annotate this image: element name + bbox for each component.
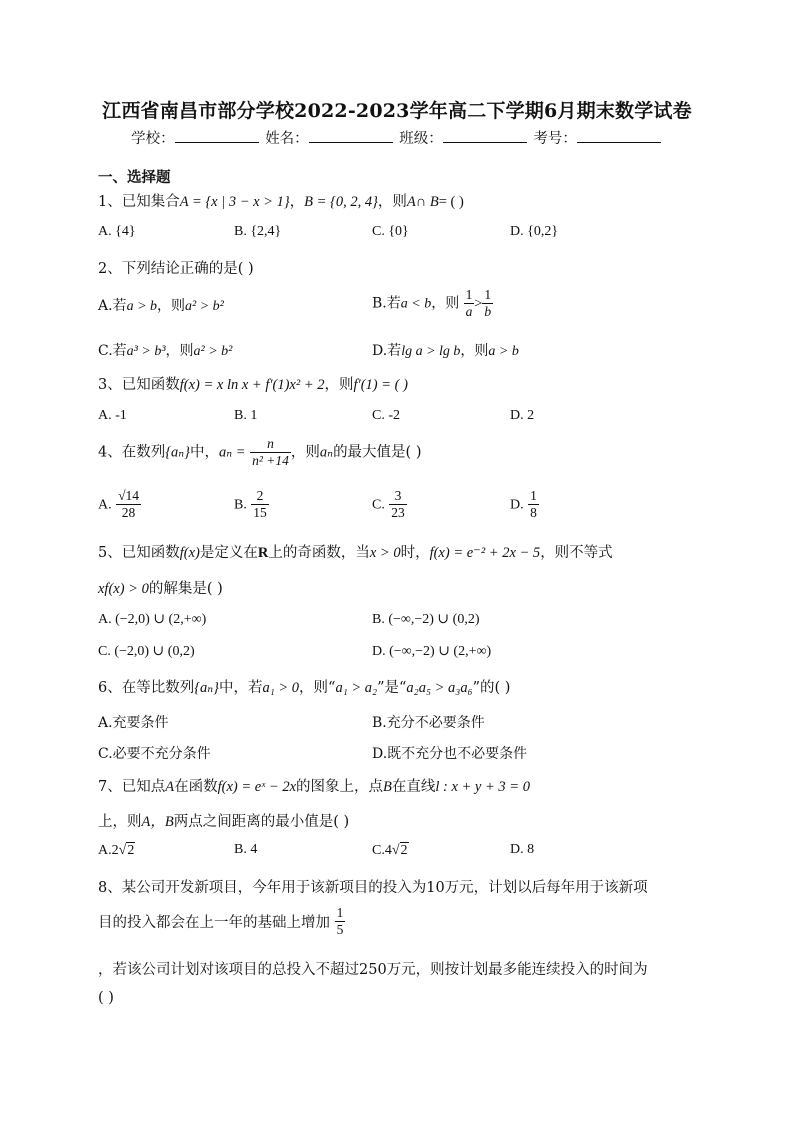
q3-option-d[interactable]: D. 2 <box>510 408 535 423</box>
q1-option-a[interactable]: A. {4} <box>98 224 136 239</box>
question-8-line-2: 目的投入都会在上一年的基础上增加 $\frac{1}{5}$ <box>98 905 344 937</box>
q3-option-a[interactable]: A. -1 <box>98 408 127 423</box>
q6-option-b[interactable]: B.充分不必要条件 <box>372 715 485 731</box>
section-heading: 一、选择题 <box>98 169 171 186</box>
fraction-1-over-a: $\frac{1}{a}$ <box>465 287 473 319</box>
q5-option-c[interactable]: C. (−2,0) ∪ (0,2) <box>98 644 195 659</box>
function-f: f(x) = x ln x + f′(1)x² + 2 <box>179 377 325 393</box>
student-info-line <box>0 127 794 148</box>
q4-option-b[interactable]: B. $\frac{2}{15}$ <box>234 488 267 520</box>
question-3-stem: 3、已知函数f(x) = x ln x + f′(1)x² + 2，则f′(1) = ( ) <box>98 377 408 393</box>
q5-option-b[interactable]: B. (−∞,−2) ∪ (0,2) <box>372 612 480 627</box>
q6-option-d[interactable]: D.既不充分也不必要条件 <box>372 746 528 762</box>
q5-option-a[interactable]: A. (−2,0) ∪ (2,+∞) <box>98 612 207 627</box>
school-blank[interactable] <box>175 130 259 143</box>
q1-option-b[interactable]: B. {2,4} <box>234 224 282 239</box>
exam-number-label: 考号： <box>533 131 577 147</box>
question-1-stem: 1、已知集合A = {x | 3 − x > 1}，B = {0, 2, 4}，则A∩ B= ( ) <box>98 194 464 210</box>
q7-option-b[interactable]: B. 4 <box>234 842 258 857</box>
name-blank[interactable] <box>309 130 393 143</box>
q4-option-a[interactable]: A. $\frac{√14}{28}$ <box>98 488 139 520</box>
question-5-stem-line-2: xf(x) > 0的解集是( ) <box>98 581 223 597</box>
q3-option-b[interactable]: B. 1 <box>234 408 258 423</box>
q4-option-c[interactable]: C. $\frac{3}{23}$ <box>372 488 405 520</box>
q4-option-d[interactable]: D. $\frac{1}{8}$ <box>510 488 537 520</box>
set-a: A = {x | 3 − x > 1} <box>179 194 290 210</box>
fraction-one-fifth: $\frac{1}{5}$ <box>336 905 344 937</box>
q7-option-d[interactable]: D. 8 <box>510 842 535 857</box>
q7-option-c[interactable]: C.4√2 <box>372 843 408 858</box>
an-fraction: $\frac{n}{\text{n² +14}}$ <box>252 436 289 468</box>
q3-option-c[interactable]: C. -2 <box>372 408 400 423</box>
question-5-stem-line-1: 5、已知函数f(x)是定义在R上的奇函数，当x > 0时，f(x) = e⁻² + 2x − 5，则不等式 <box>98 545 613 561</box>
exam-title: 江西省南昌市部分学校2022-2023学年高二下学期6月期末数学试卷 <box>102 100 692 122</box>
q2-option-b[interactable]: B.若a < b，则 $\frac{1}{a}$ > $\frac{1}{b}$ <box>372 287 492 319</box>
q5-option-d[interactable]: D. (−∞,−2) ∪ (2,+∞) <box>372 644 492 659</box>
question-2-stem: 2、下列结论正确的是( ) <box>98 261 254 277</box>
school-label: 学校： <box>131 131 175 147</box>
exam-number-blank[interactable] <box>577 130 661 143</box>
set-b: B = {0, 2, 4} <box>304 194 378 210</box>
question-4-stem: 4、在数列{aₙ}中，aₙ = $\frac{n}{\text{n² +14}}$ ，则aₙ的最大值是( ) <box>98 436 422 468</box>
intersection-expr: A∩ B <box>406 194 439 210</box>
class-blank[interactable] <box>443 130 527 143</box>
question-8-line-4: ( ) <box>98 990 114 1006</box>
q6-option-a[interactable]: A.充要条件 <box>98 715 169 731</box>
q1-option-d[interactable]: D. {0,2} <box>510 224 559 239</box>
class-label: 班级： <box>399 131 443 147</box>
question-6-stem: 6、在等比数列{aₙ}中，若a₁ > 0，则“a₁ > a₂”是“a₂a₅ > a₃a₆”的( ) <box>98 680 511 696</box>
q2-option-d[interactable]: D.若lg a > lg b，则a > b <box>372 343 519 359</box>
q1-option-c[interactable]: C. {0} <box>372 224 409 239</box>
fraction-1-over-b: $\frac{1}{b}$ <box>484 287 492 319</box>
q7-option-a[interactable]: A.2√2 <box>98 843 135 858</box>
question-7-stem-line-2: 上，则A，B两点之间距离的最小值是( ) <box>98 814 350 830</box>
q6-option-c[interactable]: C.必要不充分条件 <box>98 746 211 762</box>
question-7-stem-line-1: 7、已知点A在函数f(x) = eˣ − 2x的图象上，点B在直线l : x + y + 3 = 0 <box>98 779 530 795</box>
question-8-line-1: 8、某公司开发新项目，今年用于该新项目的投入为10万元，计划以后每年用于该新项 <box>98 880 648 896</box>
q2-option-c[interactable]: C.若a³ > b³，则a² > b² <box>98 343 233 359</box>
q2-option-a[interactable]: A.若a > b，则a² > b² <box>98 298 224 314</box>
question-8-line-3: ，若该公司计划对该项目的总投入不超过250万元，则按计划最多能连续投入的时间为 <box>98 962 648 978</box>
name-label: 姓名： <box>265 131 309 147</box>
